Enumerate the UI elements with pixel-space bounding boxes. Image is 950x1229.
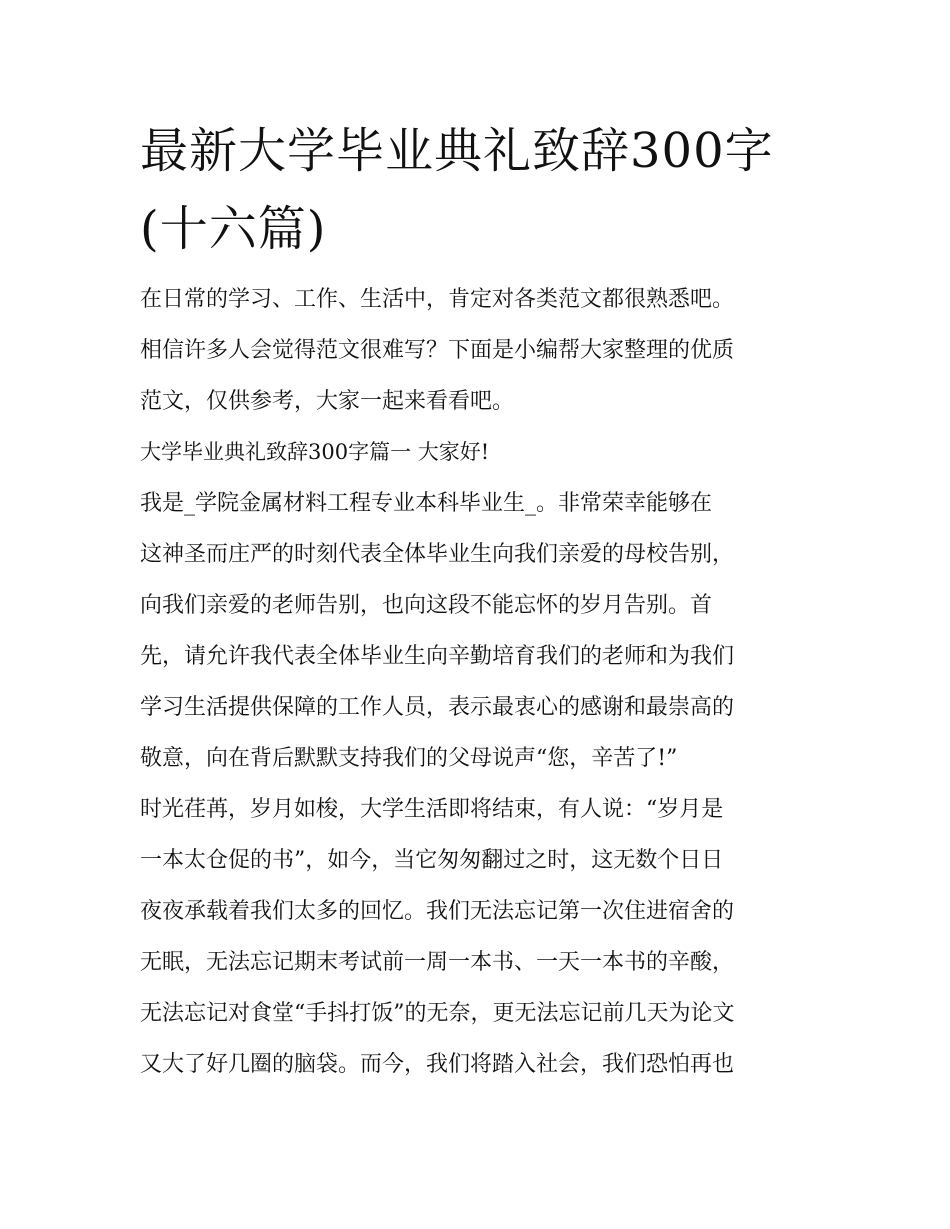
intro-line: 相信许多人会觉得范文很难写？下面是小编帮大家整理的优质	[140, 338, 735, 363]
intro-line: 范文，仅供参考，大家一起来看看吧。	[140, 389, 515, 414]
paragraph-2	[140, 784, 820, 1090]
paragraph-line: 夜夜承载着我们太多的回忆。我们无法忘记第一次住进宿舍的	[140, 899, 735, 924]
section-heading: 大学毕业典礼致辞300字篇一 大家好!	[140, 440, 490, 464]
document-page	[140, 112, 820, 1090]
paragraph-line: 无法忘记对食堂“手抖打饭”的无奈，更无法忘记前几天为论文	[140, 1001, 735, 1026]
title-line-2: (十六篇)	[140, 201, 327, 257]
paragraph-line: 时光荏苒，岁月如梭，大学生活即将结束，有人说：“岁月是	[140, 797, 724, 822]
intro-line: 在日常的学习、工作、生活中，肯定对各类范文都很熟悉吧。	[140, 287, 735, 312]
paragraph-line: 我是_学院金属材料工程专业本科毕业生_。非常荣幸能够在	[140, 491, 713, 516]
paragraph-line: 又大了好几圈的脑袋。而今，我们将踏入社会，我们恐怕再也	[140, 1052, 735, 1077]
title-line-1: 最新大学毕业典礼致辞300字	[140, 123, 774, 179]
intro-paragraph	[140, 274, 820, 427]
paragraph-line: 一本太仓促的书”，如今，当它匆匆翻过之时，这无数个日日	[140, 848, 724, 873]
paragraph-1	[140, 478, 820, 784]
paragraph-line: 敬意，向在背后默默支持我们的父母说声“您，辛苦了!”	[140, 746, 678, 771]
paragraph-line: 向我们亲爱的老师告别，也向这段不能忘怀的岁月告别。首	[140, 593, 713, 618]
paragraph-line: 学习生活提供保障的工作人员，表示最衷心的感谢和最崇高的	[140, 695, 735, 720]
document-title	[140, 112, 820, 268]
paragraph-line: 这神圣而庄严的时刻代表全体毕业生向我们亲爱的母校告别，	[140, 542, 735, 567]
paragraph-line: 先，请允许我代表全体毕业生向辛勤培育我们的老师和为我们	[140, 644, 735, 669]
paragraph-line: 无眠，无法忘记期末考试前一周一本书、一天一本书的辛酸，	[140, 950, 735, 975]
